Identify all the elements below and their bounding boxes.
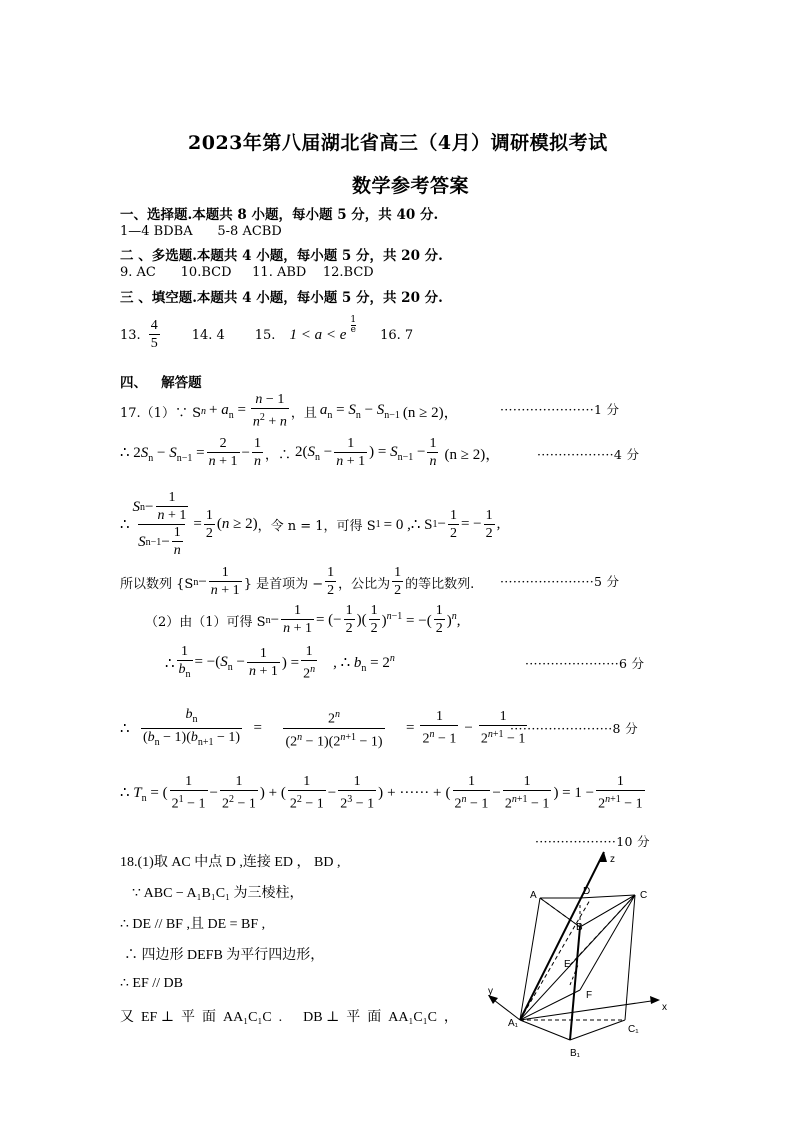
q18-line4: ∴ 四边形 DEFB 为平行四边形， bbox=[124, 948, 325, 963]
label-C1: C₁ bbox=[628, 1024, 639, 1035]
q17-line1: 17.（1）∵ S n + $a_n$ = $\frac{n - 1}{n^2 + n}$ ，且 $a_n = S_n - S_{n-1}$ (n ≥ 2)， bbox=[120, 392, 459, 430]
section-solve-heading: 四、 解答题 bbox=[120, 375, 202, 391]
label-B: B bbox=[576, 922, 583, 933]
q18-line2: ∵ ABC − A₁B₁C₁ 为三棱柱， bbox=[132, 886, 304, 901]
section-choice-answers: 1—4 BDBA 5-8 ACBD bbox=[120, 224, 282, 239]
q15-exponent: 1 e bbox=[350, 314, 357, 335]
q17-part2-line1: （2）由（1）可得 S n − $\frac{1}{n + 1}$ = (− $\frac{1}{2}$ )( $\frac{1}{2}$ )$^{n-1}$ = −( $\frac{1}{2}$ )$^n$, bbox=[145, 603, 461, 636]
q17-score-3: ······················5 分 bbox=[500, 574, 620, 589]
q18-line5: ∴ EF // DB bbox=[120, 976, 183, 991]
section-multi-heading: 二 、多选题.本题共 4 小题，每小题 5 分，共 20 分. bbox=[120, 248, 443, 264]
label-F: F bbox=[586, 990, 593, 1001]
prism-figure bbox=[480, 850, 680, 1075]
label-B1: B₁ bbox=[570, 1048, 581, 1059]
section-multi-answers: 9. AC 10.BCD 11. ABD 12.BCD bbox=[120, 265, 374, 280]
label-D: D bbox=[583, 886, 591, 897]
q13-label: 13. bbox=[120, 327, 141, 343]
section-choice-heading: 一、选择题.本题共 8 小题，每小题 5 分，共 40 分. bbox=[120, 207, 439, 223]
q17-line4: 所以数列 {S n − $\frac{1}{n + 1}$ } 是首项为 − $\frac{1}{2}$ ，公比为 $\frac{1}{2}$ 的等比数列. bbox=[120, 565, 475, 598]
q17-score-4: ······················6 分 bbox=[525, 656, 645, 671]
label-C: C bbox=[640, 890, 648, 901]
label-A1: A₁ bbox=[508, 1018, 519, 1029]
label-x: x bbox=[662, 1002, 667, 1013]
label-y: y bbox=[488, 986, 493, 997]
fill-answers-row bbox=[120, 314, 414, 352]
page-subtitle: 数学参考答案 bbox=[352, 175, 470, 197]
q17-score-2: ··················4 分 bbox=[537, 447, 640, 462]
q16-answer: 16. 7 bbox=[380, 327, 414, 343]
section-fill-heading: 三 、填空题.本题共 4 小题，每小题 5 分，共 20 分. bbox=[120, 290, 443, 306]
label-E: E bbox=[564, 959, 571, 970]
q17-score-1: ······················1 分 bbox=[500, 402, 620, 417]
q17-part2-line2: ∴ $\frac{1}{b_n}$ = $-(S_n$ − $\frac{1}{n + 1}$ ) = $\frac{1}{2^n}$ , ∴ $b_n = 2^n$ bbox=[165, 644, 395, 682]
q18-line1: 18.(1)取 AC 中点 D ,连接 ED ， BD , bbox=[120, 855, 341, 870]
label-A: A bbox=[530, 890, 537, 901]
q18-line3: ∴ DE // BF ,且 DE = BF , bbox=[120, 917, 266, 932]
q14-answer: 14. 4 bbox=[191, 327, 225, 343]
page-title: 2023年第八届湖北省高三（4月）调研模拟考试 bbox=[188, 132, 608, 154]
q18-line6: 又 EF ⊥ 平 面 AA₁C₁C . DB ⊥ 平 面 AA₁C₁C ， bbox=[120, 1010, 458, 1025]
q17-score-6: ···················10 分 bbox=[535, 834, 650, 849]
label-z: z bbox=[610, 854, 615, 865]
q13-fraction: $\frac{4}{5}$ bbox=[150, 318, 158, 351]
q15-label: 15. bbox=[254, 327, 276, 343]
q17-line-bn: ∴ $\frac{b_n}{(b_n - 1)(b_{n+1} - 1)}$ = $\frac{2^n}{(2^n - 1)(2^{n+1} - 1)}$ = $\frac{1}{2^n - 1}$ − $\frac{1}{2^{n+1} - 1}$ bbox=[120, 707, 526, 750]
q17-line2: ∴ $2S_n - S_{n-1}$ = $\frac{2}{n + 1}$ − $\frac{1}{n}$ ，∴ $2(S_n$ − $\frac{1}{n + 1}$ ) = $S_{n-1}$ − $\frac{1}{n}$ (n ≥ 2)， bbox=[120, 436, 501, 469]
q17-score-5: ························8 分 bbox=[510, 721, 638, 736]
q17-line-tn: ∴ $T_n$ = ( $\frac{1}{2^1 - 1}$ − $\frac{1}{2^2 - 1}$ ) + ( $\frac{1}{2^2 - 1}$ − $\frac{1}{2^3 - 1}$ ) + ······ + ( $\frac{1}{2^n - 1}$ − $\frac{1}{2^{n+1} - 1}$ ) = 1 − $\frac{1}{2^{n+1} - 1}$ bbox=[120, 774, 643, 812]
q15-expr: 1 < a < e bbox=[289, 326, 347, 343]
q17-line3: ∴ S n − $\frac{1}{n + 1}$ S n−1 − $\frac{1}{n}$ = $\frac{1}{2}$ (n ≥ 2) ，令 n = 1，可得 S 1 = 0 ,∴ S 1 − $\frac{1}{2}$ = − $\frac{1}{2}$ , bbox=[120, 490, 501, 558]
